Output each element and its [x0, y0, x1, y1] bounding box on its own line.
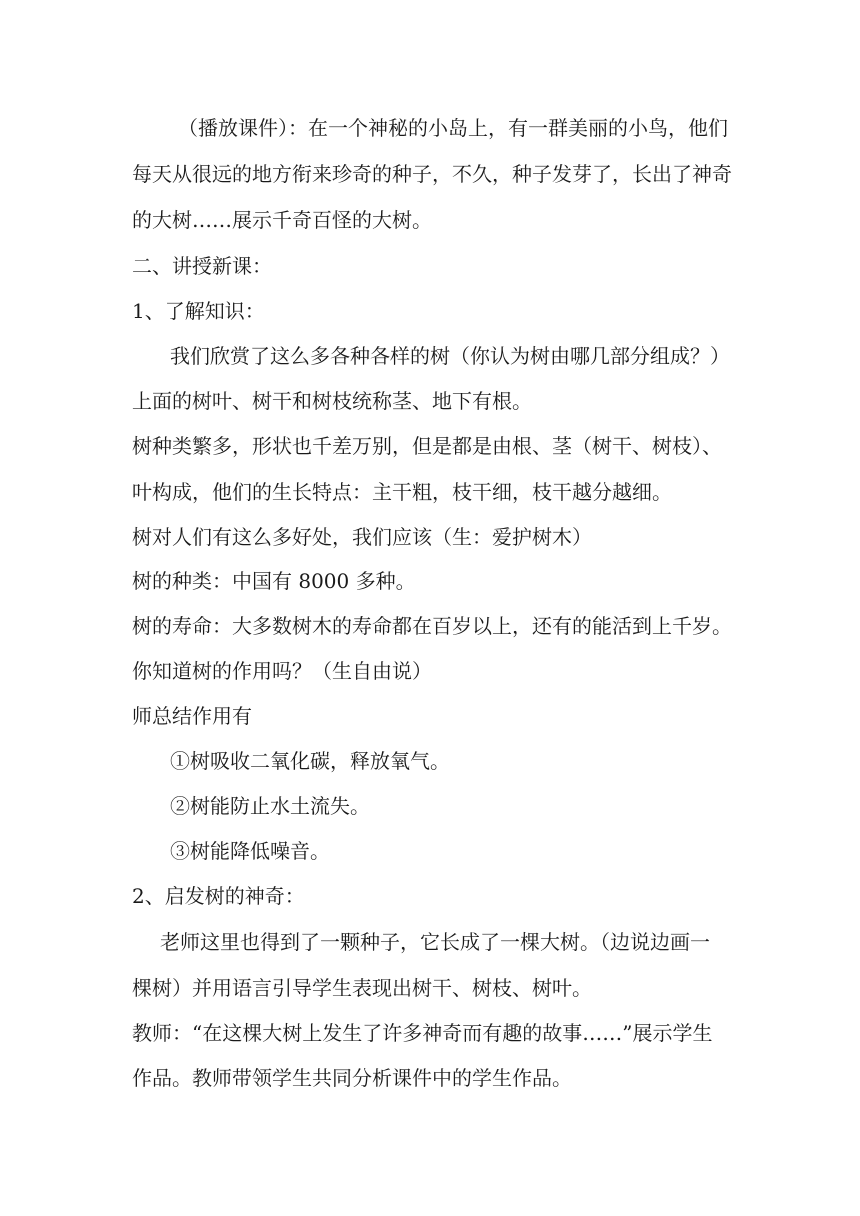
- list-item: ②树能防止水土流失。: [170, 794, 370, 818]
- text-line: 上面的树叶、树干和树枝统称茎、地下有根。: [132, 389, 532, 413]
- text-line: 树的种类：中国有 8000 多种。: [132, 569, 416, 593]
- text-line: 作品。教师带领学生共同分析课件中的学生作品。: [132, 1066, 572, 1090]
- subsection-heading: 1、了解知识：: [132, 299, 265, 323]
- text-line: （播放课件）：在一个神秘的小岛上，有一群美丽的小鸟，他们: [178, 116, 728, 140]
- text-line: 的大树……展示千奇百怪的大树。: [132, 208, 432, 232]
- text-line: 树对人们有这么多好处，我们应该（生：爱护树木）: [132, 525, 592, 549]
- text-line: 棵树）并用语言引导学生表现出树干、树枝、树叶。: [132, 976, 592, 1000]
- list-item: ①树吸收二氧化碳，释放氧气。: [170, 749, 450, 773]
- text-line: 老师这里也得到了一颗种子，它长成了一棵大树。（边说边画一: [160, 930, 710, 954]
- text-line: 师总结作用有: [132, 704, 252, 728]
- text-line: 我们欣赏了这么多各种各样的树（你认为树由哪几部分组成？）: [170, 344, 730, 368]
- text-line: 树种类繁多，形状也千差万别，但是都是由根、茎（树干、树枝）、: [132, 434, 722, 458]
- section-heading: 二、讲授新课：: [132, 254, 272, 278]
- subsection-heading: 2、启发树的神奇：: [132, 884, 305, 908]
- text-line: 教师：“在这棵大树上发生了许多神奇而有趣的故事……”展示学生: [132, 1021, 713, 1045]
- text-line: 你知道树的作用吗？（生自由说）: [132, 659, 432, 683]
- text-line: 树的寿命：大多数树木的寿命都在百岁以上，还有的能活到上千岁。: [132, 614, 732, 638]
- text-line: 叶构成，他们的生长特点：主干粗，枝干细，枝干越分越细。: [132, 480, 672, 504]
- text-line: 每天从很远的地方衔来珍奇的种子，不久，种子发芽了，长出了神奇: [132, 162, 732, 186]
- list-item: ③树能降低噪音。: [170, 839, 330, 863]
